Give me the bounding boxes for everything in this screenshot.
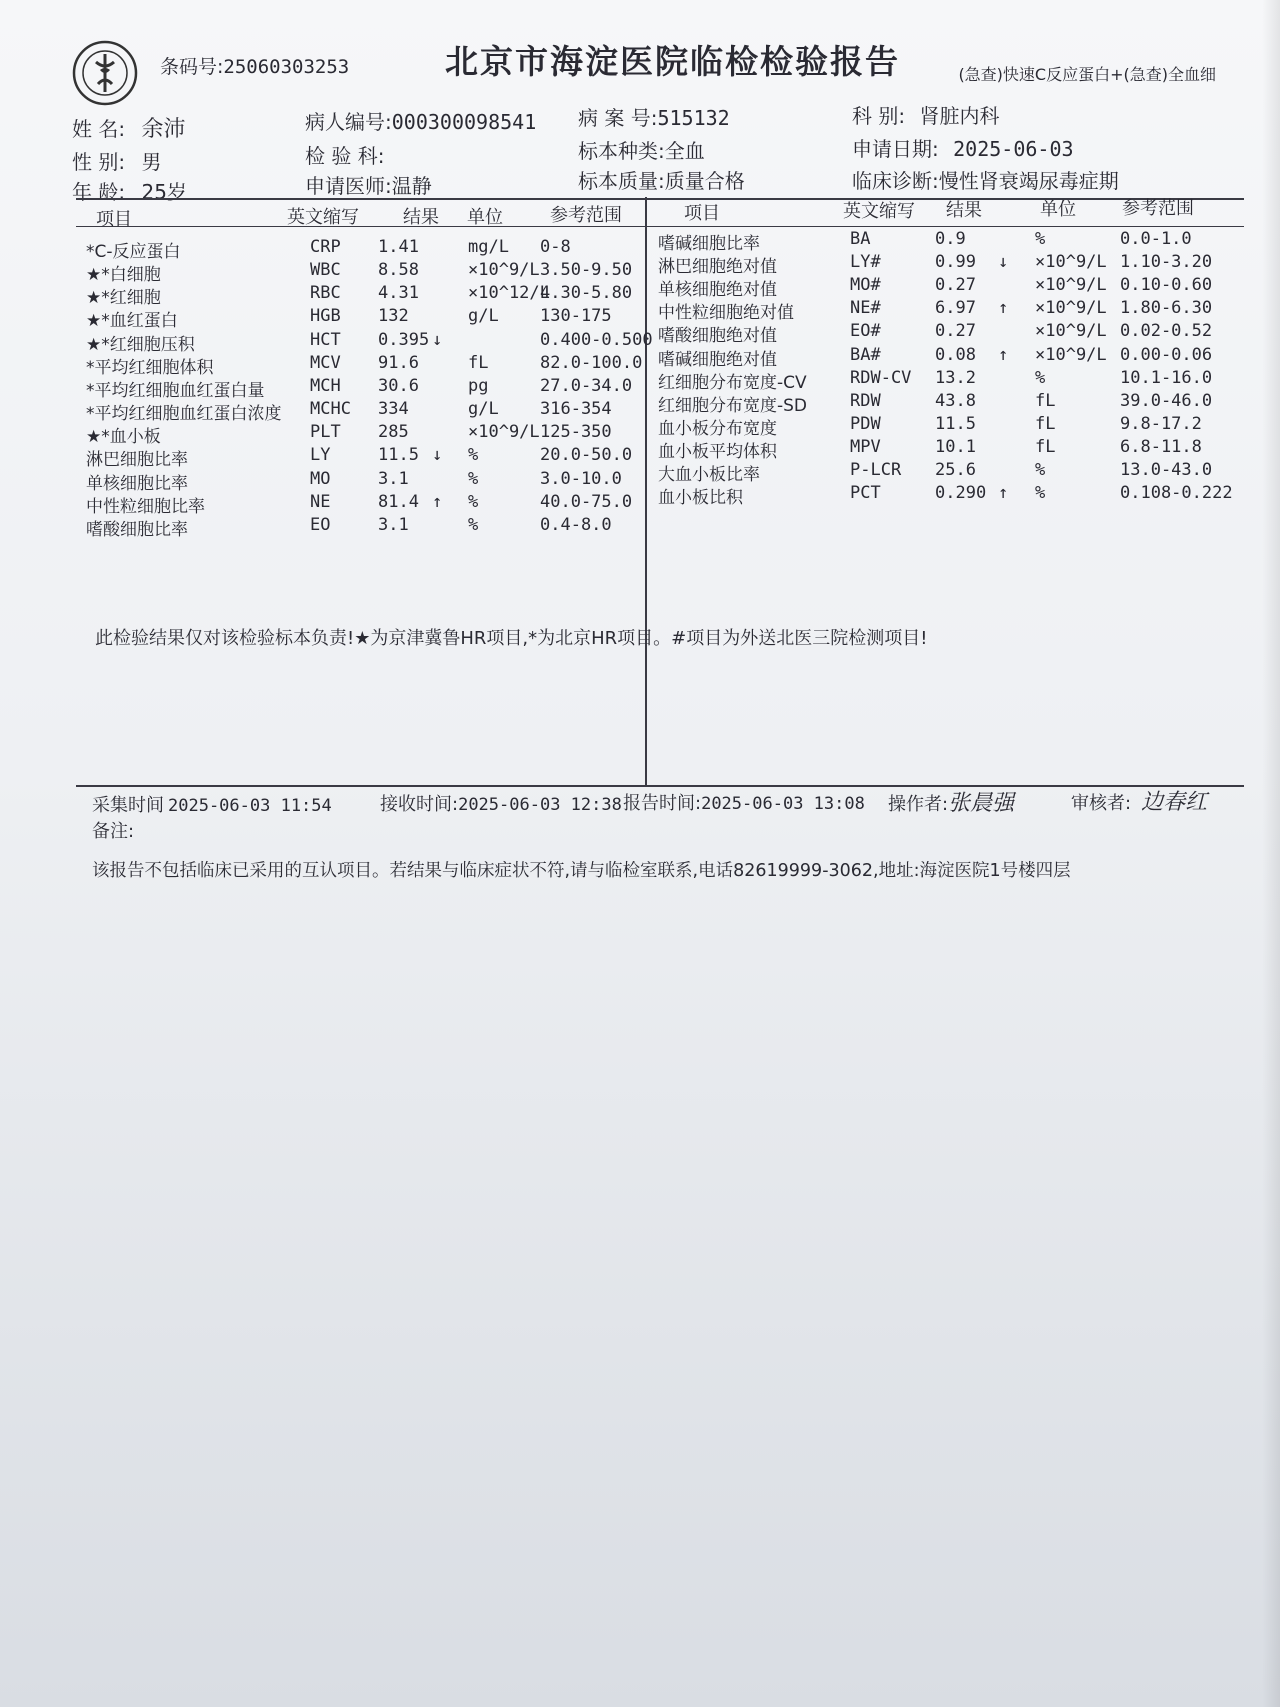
collect-label: 采集时间 [92, 795, 164, 816]
result-row [0, 229, 1280, 252]
test-result: 0.27 [935, 321, 976, 342]
test-result: 334 [378, 399, 409, 420]
requesting-doctor [305, 170, 432, 199]
lab-label: 检 验 科: [305, 144, 385, 168]
test-name: 嗜碱细胞比率 [658, 234, 760, 254]
test-result: 0.99 [935, 252, 976, 273]
test-result: 8.58 [378, 260, 419, 281]
test-unit: ×10^9/L [1035, 275, 1107, 296]
barcode-label: 条码号: [160, 56, 224, 78]
age-value: 25岁 [141, 180, 187, 204]
age-label: 年 龄: [72, 180, 126, 204]
test-name: ★*血红蛋白 [86, 311, 178, 332]
test-abbreviation: MCHC [310, 399, 351, 420]
test-abbreviation: RDW-CV [850, 367, 912, 388]
test-name: 嗜碱细胞绝对值 [658, 349, 777, 370]
hr-note: 此检验结果仅对该检验标本负责!★为京津冀鲁HR项目,*为北京HR项目。#项目为外送北医三院检测项目! [95, 628, 928, 649]
test-unit: fL [1035, 436, 1056, 457]
test-abbreviation: MO [310, 468, 331, 489]
test-abbreviation: EO# [850, 321, 881, 342]
result-row [0, 368, 1280, 391]
test-abbreviation: HCT [310, 329, 341, 350]
result-row [0, 437, 1280, 460]
test-unit: pg [468, 375, 489, 396]
test-abbreviation: MPV [850, 436, 881, 457]
test-result: 0.08 [935, 344, 976, 365]
test-result: 0.27 [935, 275, 976, 296]
test-abbreviation: BA [850, 229, 871, 249]
test-result: 285 [378, 422, 409, 443]
patient-name [72, 112, 185, 143]
report-label: 报告时间: [623, 793, 702, 814]
test-unit: ×10^9/L [468, 422, 540, 443]
patient-gender [72, 146, 161, 175]
test-name: 淋巴细胞比率 [86, 450, 188, 471]
test-abbreviation: LY [310, 445, 331, 466]
barcode [160, 52, 349, 79]
test-name: ★*白细胞 [86, 265, 161, 286]
test-name: 血小板平均体积 [658, 441, 777, 462]
test-abbreviation: RBC [310, 283, 341, 304]
test-unit: mg/L [468, 237, 509, 257]
remark-label: 备注: [92, 821, 135, 842]
barcode-value: 25060303253 [223, 56, 350, 78]
test-unit: ×10^12/L [468, 283, 550, 304]
operator-label: 操作者: [888, 794, 949, 815]
left-header-ref: 参考范围 [550, 205, 622, 226]
operator [888, 786, 1014, 817]
test-abbreviation: HGB [310, 306, 341, 327]
test-unit: % [1035, 367, 1046, 388]
collect-time [92, 791, 332, 817]
patient-age [72, 176, 187, 205]
reference-range: 125-350 [540, 422, 612, 443]
reference-range: 0.0-1.0 [1120, 229, 1192, 249]
specimen-type-value: 全血 [664, 139, 705, 163]
test-name: *平均红细胞体积 [86, 357, 214, 378]
request-date-value: 2025-06-03 [953, 137, 1074, 161]
test-result: 3.1 [378, 514, 409, 535]
test-unit: % [1035, 229, 1046, 249]
right-header-ref: 参考范围 [1122, 198, 1194, 219]
doctor-label: 申请医师: [305, 174, 392, 198]
paper-shadow [1262, 0, 1280, 1707]
reference-range: 20.0-50.0 [540, 445, 633, 466]
test-unit: fL [1035, 390, 1056, 411]
test-result: 43.8 [935, 390, 976, 411]
test-name: *平均红细胞血红蛋白浓度 [86, 404, 282, 425]
disclaimer: 该报告不包括临床已采用的互认项目。若结果与临床症状不符,请与临检室联系,电话82619999-3062,地址:海淀医院1号楼四层 [92, 861, 1071, 881]
case-no-label: 病 案 号: [578, 106, 658, 130]
name-value: 余沛 [141, 117, 186, 142]
reference-range: 9.8-17.2 [1120, 413, 1202, 434]
test-name: ★*红细胞 [86, 288, 161, 309]
reference-range: 13.0-43.0 [1120, 460, 1213, 480]
test-name: 血小板比积 [658, 488, 743, 509]
test-name: 淋巴细胞绝对值 [658, 257, 777, 278]
test-name: 单核细胞比率 [86, 473, 188, 494]
reference-range: 130-175 [540, 306, 612, 327]
test-names: (急查)快速C反应蛋白+(急查)全血细 [958, 65, 1216, 84]
name-label: 姓 名: [72, 117, 126, 141]
test-unit: ×10^9/L [1035, 344, 1107, 365]
reference-range: 39.0-46.0 [1120, 390, 1213, 411]
request-date-label: 申请日期: [852, 137, 939, 161]
reference-range: 3.0-10.0 [540, 468, 622, 489]
abnormal-flag: ↑ [998, 298, 1009, 319]
test-unit: % [468, 514, 479, 535]
reference-range: 4.30-5.80 [540, 283, 633, 304]
abnormal-flag: ↓ [432, 329, 443, 350]
reviewer [1071, 785, 1207, 816]
test-result: 11.5 [935, 413, 976, 434]
reference-range: 82.0-100.0 [540, 352, 643, 373]
test-result: 0.290 [935, 483, 987, 504]
dept-label: 科 别: [852, 104, 906, 128]
test-abbreviation: PCT [850, 483, 881, 504]
test-unit: g/L [468, 306, 499, 327]
results-bottom-rule [76, 785, 1244, 787]
specimen-quality [578, 165, 745, 194]
result-row [0, 345, 1280, 368]
operator-signature: 张晨强 [948, 791, 1015, 816]
request-date [852, 133, 1074, 162]
result-row [0, 391, 1280, 414]
specimen-quality-label: 标本质量: [578, 169, 665, 193]
reference-range: 316-354 [540, 399, 612, 420]
test-name: 红细胞分布宽度-SD [658, 395, 808, 416]
test-unit: ×10^9/L [1035, 321, 1107, 342]
test-unit: % [1035, 483, 1046, 504]
reference-range: 27.0-34.0 [540, 375, 633, 396]
test-result: 25.6 [935, 460, 976, 480]
collect-value: 2025-06-03 11:54 [168, 796, 332, 816]
patient-number [305, 106, 536, 135]
test-abbreviation: MCH [310, 375, 341, 396]
test-name: 中性粒细胞绝对值 [658, 303, 794, 324]
test-unit: fL [468, 352, 489, 373]
test-abbreviation: PDW [850, 413, 881, 434]
test-unit: % [468, 468, 479, 489]
receive-value: 2025-06-03 12:38 [458, 795, 622, 815]
test-result: 0.9 [935, 229, 966, 249]
diagnosis-label: 临床诊断: [852, 169, 939, 193]
test-result: 0.395 [378, 329, 430, 350]
abnormal-flag: ↓ [998, 252, 1009, 273]
dept-value: 肾脏内科 [919, 104, 1000, 128]
specimen-quality-value: 质量合格 [664, 169, 745, 193]
right-header-result: 结果 [946, 200, 982, 221]
result-row [0, 460, 1280, 483]
reference-range: 0.00-0.06 [1120, 344, 1213, 365]
test-unit: % [1035, 460, 1046, 480]
test-name: 中性粒细胞比率 [86, 496, 205, 517]
reviewer-label: 审核者: [1071, 793, 1132, 814]
left-header-result: 结果 [403, 207, 439, 228]
reference-range: 1.10-3.20 [1120, 252, 1213, 273]
result-row [0, 414, 1280, 437]
test-abbreviation: BA# [850, 344, 881, 365]
test-abbreviation: PLT [310, 422, 341, 443]
test-result: 3.1 [378, 468, 409, 489]
test-result: 4.31 [378, 283, 419, 304]
reference-range: 0.108-0.222 [1120, 483, 1233, 504]
test-name: 单核细胞绝对值 [658, 280, 777, 301]
test-abbreviation: MCV [310, 352, 341, 373]
reviewer-signature: 边春红 [1141, 790, 1208, 815]
case-no-value: 515132 [657, 106, 730, 130]
specimen-type-label: 标本种类: [578, 139, 665, 163]
report-title: 北京市海淀医院临检检验报告 [445, 42, 900, 81]
test-unit: ×10^9/L [468, 260, 540, 281]
test-name: *平均红细胞血红蛋白量 [86, 380, 265, 401]
patient-no-label: 病人编号: [305, 110, 392, 134]
department [852, 100, 999, 129]
report-value: 2025-06-03 13:08 [701, 794, 865, 814]
test-result: 30.6 [378, 375, 419, 396]
test-name: *C-反应蛋白 [86, 242, 181, 262]
test-unit: ×10^9/L [1035, 298, 1107, 319]
test-abbreviation: CRP [310, 237, 341, 257]
report-time [623, 789, 865, 815]
receive-label: 接收时间: [380, 794, 459, 815]
test-unit: % [468, 445, 479, 466]
reference-range: 0.4-8.0 [540, 514, 612, 535]
reference-range: 0.10-0.60 [1120, 275, 1213, 296]
patient-no-value: 000300098541 [391, 110, 537, 134]
header-bottom-rule [76, 226, 1244, 227]
right-header-unit: 单位 [1040, 199, 1076, 220]
abnormal-flag: ↑ [998, 344, 1009, 365]
hospital-logo-icon [72, 40, 138, 106]
abnormal-flag: ↑ [432, 491, 443, 512]
test-abbreviation: NE [310, 491, 331, 512]
reference-range: 0.02-0.52 [1120, 321, 1213, 342]
gender-value: 男 [141, 150, 162, 174]
test-abbreviation: MO# [850, 275, 881, 296]
result-row [0, 515, 1280, 538]
test-result: 132 [378, 306, 409, 327]
lab-department [305, 140, 384, 169]
receive-time [380, 790, 622, 816]
left-header-item: 项目 [96, 209, 132, 230]
diagnosis-value: 慢性肾衰竭尿毒症期 [938, 169, 1119, 193]
right-header-item: 项目 [684, 203, 720, 224]
test-result: 13.2 [935, 367, 976, 388]
test-result: 91.6 [378, 352, 419, 373]
left-header-unit: 单位 [467, 207, 503, 228]
test-name: 嗜酸细胞绝对值 [658, 326, 777, 347]
test-abbreviation: LY# [850, 252, 881, 273]
test-abbreviation: NE# [850, 298, 881, 319]
gender-label: 性 别: [72, 150, 126, 174]
test-result: 10.1 [935, 436, 976, 457]
doctor-value: 温静 [391, 174, 432, 198]
test-abbreviation: RDW [850, 390, 881, 411]
reference-range: 10.1-16.0 [1120, 367, 1213, 388]
specimen-type [578, 135, 705, 164]
test-abbreviation: WBC [310, 260, 341, 281]
test-unit: fL [1035, 413, 1056, 434]
test-name: ★*血小板 [86, 427, 161, 448]
reference-range: 6.8-11.8 [1120, 436, 1202, 457]
test-name: ★*红细胞压积 [86, 334, 195, 355]
right-header-abbr: 英文缩写 [843, 201, 915, 222]
test-result: 1.41 [378, 237, 419, 257]
test-unit: % [468, 491, 479, 512]
clinical-diagnosis [852, 165, 1119, 194]
test-name: 嗜酸细胞比率 [86, 519, 188, 540]
test-abbreviation: P-LCR [850, 460, 902, 480]
test-result: 81.4 [378, 491, 419, 512]
test-name: 大血小板比率 [658, 465, 760, 485]
reference-range: 0.400-0.500 [540, 329, 653, 350]
test-abbreviation: EO [310, 514, 331, 535]
test-unit: ×10^9/L [1035, 252, 1107, 273]
left-header-abbr: 英文缩写 [287, 207, 359, 228]
case-number [578, 102, 730, 131]
test-result: 6.97 [935, 298, 976, 319]
reference-range: 1.80-6.30 [1120, 298, 1213, 319]
abnormal-flag: ↑ [998, 483, 1009, 504]
test-unit: g/L [468, 399, 499, 420]
test-name: 血小板分布宽度 [658, 418, 777, 439]
abnormal-flag: ↓ [432, 445, 443, 466]
reference-range: 0-8 [540, 237, 571, 257]
test-name: 红细胞分布宽度-CV [658, 372, 807, 393]
test-result: 11.5 [378, 445, 419, 466]
reference-range: 40.0-75.0 [540, 491, 633, 512]
reference-range: 3.50-9.50 [540, 260, 633, 281]
